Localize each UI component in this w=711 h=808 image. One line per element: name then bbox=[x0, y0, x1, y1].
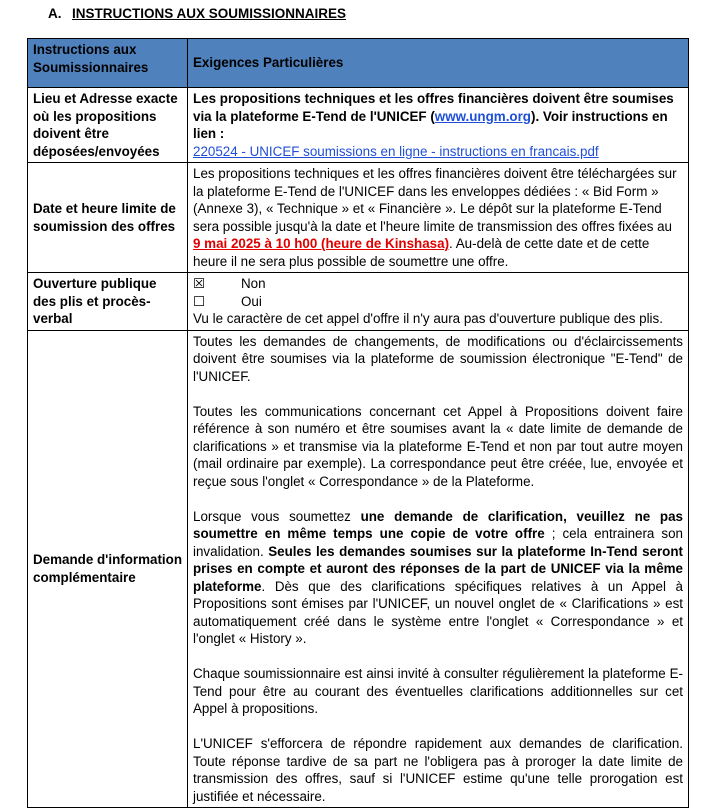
row-opening-content bbox=[188, 273, 689, 331]
p3-b: une demande de clarification, veuillez ne pas soumettre en même temps une copie de votre offre bbox=[193, 508, 683, 541]
location-text-b: ). Voir instructions en lien : bbox=[193, 108, 668, 141]
header-col2: Exigences Particulières bbox=[188, 39, 689, 88]
deadline-text-b: . Au-delà de cette date et de cette heure il ne sera plus possible de soumettre une offre. bbox=[193, 236, 650, 269]
clarification-p2: Toutes les communications concernant cet Appel à Propositions doivent faire référence à son numéro et être soumises avant la « date limite de demande de clarifications » et transmise via la plateforme E-Tend et non par tout autre moyen (mail ordinaire par exemple). La correspondance peut être créée, lue, envoyée et reçue sous l'onglet « Correspondance » de la Plateforme. bbox=[193, 403, 683, 489]
row-deadline-label: Date et heure limite de soumission des offres bbox=[28, 163, 188, 273]
clarification-p1: Toutes les demandes de changements, de modifications ou d'éclaircissements doivent être soumises via la plateforme de soumission électronique "E-Tend" de l'UNICEF. bbox=[193, 333, 683, 384]
row-clarification bbox=[28, 330, 689, 808]
clarification-p3 bbox=[193, 508, 683, 648]
option-oui-label: Oui bbox=[241, 293, 262, 309]
row-opening bbox=[28, 273, 689, 331]
p3-e: . Dès que des clarifications spécifiques relatives à un Appel à Propositions sont émises par l'UNICEF, un nouvel onglet de « Clarifications » est automatiquement créé dans le système entre l'onglet « Correspondance » et l'onglet « History ». bbox=[193, 578, 683, 646]
section-title: INSTRUCTIONS AUX SOUMISSIONNAIRES bbox=[72, 6, 347, 21]
row-location bbox=[28, 88, 689, 163]
option-non bbox=[193, 275, 683, 293]
p3-c: ; cela entrainera son invalidation. bbox=[193, 526, 683, 559]
p3-a: Lorsque vous soumettez bbox=[193, 508, 361, 524]
header-row bbox=[28, 39, 689, 88]
ungm-link[interactable]: www.ungm.org bbox=[434, 108, 531, 124]
option-non-label: Non bbox=[241, 276, 266, 291]
header-col1: Instructions aux Soumissionnaires bbox=[28, 39, 188, 88]
section-letter: A. bbox=[48, 6, 62, 21]
row-clarification-label: Demande d'information complémentaire bbox=[28, 330, 188, 808]
row-location-content bbox=[188, 88, 689, 163]
p3-d: Seules les demandes soumises sur la plateforme In-Tend seront prises en compte et auront des réponses de la part de UNICEF via la même plateforme bbox=[193, 543, 683, 594]
row-deadline bbox=[28, 163, 689, 273]
deadline-date: 9 mai 2025 à 10 h00 (heure de Kinshasa) bbox=[193, 236, 450, 251]
instructions-table bbox=[27, 38, 689, 808]
instructions-pdf-link[interactable]: 220524 - UNICEF soumissions en ligne - instructions en francais.pdf bbox=[193, 143, 599, 159]
row-location-label: Lieu et Adresse exacte où les propositions doivent être déposées/envoyées bbox=[28, 88, 188, 163]
row-opening-label: Ouverture publique des plis et procès-verbal bbox=[28, 273, 188, 331]
location-text-a: Les propositions techniques et les offres financières doivent être soumises via la plateforme E-Tend de l'UNICEF ( bbox=[193, 91, 674, 124]
row-clarification-content bbox=[188, 330, 689, 808]
section-heading bbox=[48, 6, 346, 21]
opening-note: Vu le caractère de cet appel d'offre il n'y aura pas d'ouverture publique des plis. bbox=[193, 311, 663, 326]
option-oui bbox=[193, 293, 683, 311]
row-deadline-content bbox=[188, 163, 689, 273]
checkbox-checked-icon[interactable]: ☒ bbox=[193, 276, 206, 291]
checkbox-unchecked-icon[interactable]: ☐ bbox=[193, 293, 206, 309]
deadline-text-a: Les propositions techniques et les offres financières doivent être téléchargées sur la plateforme E-Tend de l'UNICEF dans les enveloppes dédiées : « Bid Form » (Annexe 3), « Technique » et « Financière ». Le dépôt sur la plateforme E-Tend sera possible jusqu'à la date et l'heure limite de transmission des offres fixées au bbox=[193, 166, 677, 234]
clarification-p4: Chaque soumissionnaire est ainsi invité à consulter régulièrement la plateforme E-Tend pour être au courant des éventuelles clarifications additionnelles sur cet Appel à propositions. bbox=[193, 666, 683, 716]
clarification-p5: L'UNICEF s'efforcera de répondre rapidement aux demandes de clarification. Toute réponse tardive de sa part ne l'obligera pas à proroger la date limite de transmission des offres, sauf si l'UNICEF estime qu'une telle prorogation est justifiée et nécessaire. bbox=[193, 736, 683, 804]
